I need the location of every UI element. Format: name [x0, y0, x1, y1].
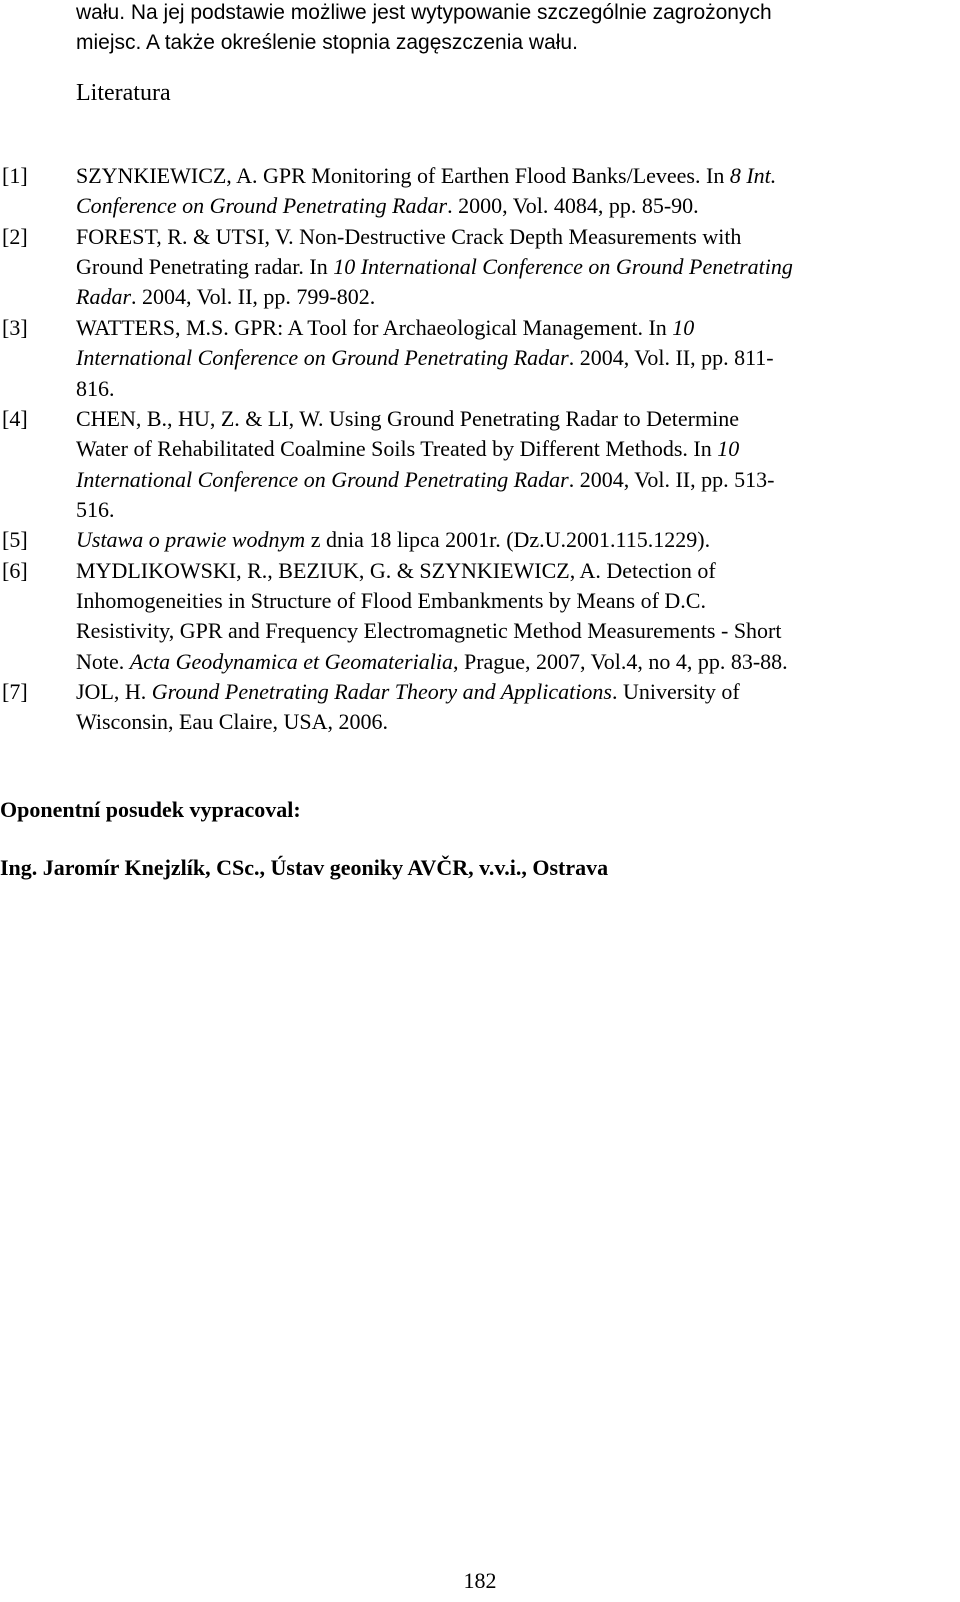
reference-number: [6] [2, 557, 28, 583]
reference-segment: FOREST, R. & UTSI, V. Non-Destructive Crack Depth Measurements with [76, 223, 742, 249]
reference-number: [2] [2, 223, 28, 249]
reference-text-line [76, 709, 388, 735]
reference-italic-segment: Ground Penetrating Radar Theory and Applications [151, 679, 612, 704]
reference-segment: 816. [76, 375, 115, 401]
reference-text-line [76, 406, 739, 432]
reference-segment: SZYNKIEWICZ, A. GPR Monitoring of Earthen Flood Banks/Levees. In [76, 163, 730, 188]
reviewer-name: Ing. Jaromír Knejzlík, CSc., Ústav geoniky AVČR, v.v.i., Ostrava [0, 855, 609, 880]
reference-italic-segment: Ustawa o prawie wodnym [76, 527, 306, 553]
reference-number: [4] [2, 405, 28, 431]
reference-text-line [76, 193, 699, 219]
reference-italic-segment: 10 [717, 436, 740, 462]
reference-segment: Water of Rehabilitated Coalmine Soils Treated by Different Methods. In [76, 436, 718, 462]
reference-segment: , Prague, 2007, Vol.4, no 4, pp. 83-88. [452, 648, 788, 674]
reference-italic-segment: 10 [672, 314, 695, 340]
reference-text-line [76, 527, 710, 553]
reference-italic-segment: International Conference on Ground Penetrating Radar [76, 345, 569, 371]
reference-italic-segment: Conference on Ground Penetrating Radar [76, 193, 448, 219]
reference-segment: Resistivity, GPR and Frequency Electromagnetic Method Measurements - Short [76, 618, 782, 644]
intro-line-1: wału. Na jej podstawie możliwe jest wytypowanie szczególnie zagrożonych [76, 1, 772, 24]
literature-heading: Literatura [76, 80, 171, 106]
reference-segment: . University of [611, 679, 740, 704]
reference-text-line [76, 497, 115, 523]
reference-text-line [76, 284, 375, 310]
reference-text-line [76, 558, 716, 584]
reference-number: [3] [2, 314, 28, 340]
reference-segment: . 2004, Vol. II, pp. 513- [568, 466, 775, 492]
reference-segment: Wisconsin, Eau Claire, USA, 2006. [76, 709, 388, 735]
reference-segment: WATTERS, M.S. GPR: A Tool for Archaeological Management. In [76, 314, 673, 340]
reference-italic-segment: Radar [76, 284, 131, 310]
reference-segment: 516. [76, 496, 115, 522]
reference-number: [7] [2, 679, 28, 704]
reference-italic-segment: 10 International Conference on Ground Penetrating [333, 254, 793, 280]
reference-segment: . 2004, Vol. II, pp. 811- [568, 345, 774, 371]
page-number: 182 [463, 1568, 497, 1593]
reference-segment: . 2004, Vol. II, pp. 799-802. [131, 284, 376, 310]
reference-segment: z dnia 18 lipca 2001r. (Dz.U.2001.115.1229). [305, 527, 711, 553]
reference-number: [5] [2, 527, 28, 553]
reference-text-line [76, 436, 739, 462]
reference-text-line [76, 679, 740, 705]
reference-number: [1] [2, 163, 28, 188]
reviewer-label: Oponentní posudek vypracoval: [0, 797, 301, 822]
reference-text-line [76, 649, 788, 675]
reference-text-line [76, 618, 782, 644]
reference-segment: JOL, H. [76, 679, 152, 704]
reference-italic-segment: International Conference on Ground Penetrating Radar [76, 466, 569, 492]
reference-segment: MYDLIKOWSKI, R., BEZIUK, G. & SZYNKIEWICZ, A. Detection of [76, 557, 716, 583]
reference-text-line [76, 467, 774, 493]
reference-text-line [76, 588, 706, 614]
reference-italic-segment: Acta Geodynamica et Geomaterialia [129, 648, 453, 674]
reference-segment: Note. [76, 648, 130, 674]
reference-segment: Ground Penetrating radar. In [76, 254, 334, 280]
reference-text-line [76, 315, 694, 341]
reference-text-line [76, 224, 741, 250]
reference-text-line [76, 345, 774, 371]
reference-segment: Inhomogeneities in Structure of Flood Embankments by Means of D.C. [76, 587, 706, 613]
reference-segment: CHEN, B., HU, Z. & LI, W. Using Ground Penetrating Radar to Determine [76, 405, 739, 431]
reference-text-line [76, 376, 115, 402]
reference-segment: . 2000, Vol. 4084, pp. 85-90. [447, 193, 699, 219]
intro-line-2: miejsc. A także określenie stopnia zagęszczenia wału. [76, 31, 578, 54]
reference-italic-segment: 8 Int. [729, 163, 777, 188]
reference-text-line [76, 254, 793, 280]
reference-text-line [76, 163, 776, 189]
